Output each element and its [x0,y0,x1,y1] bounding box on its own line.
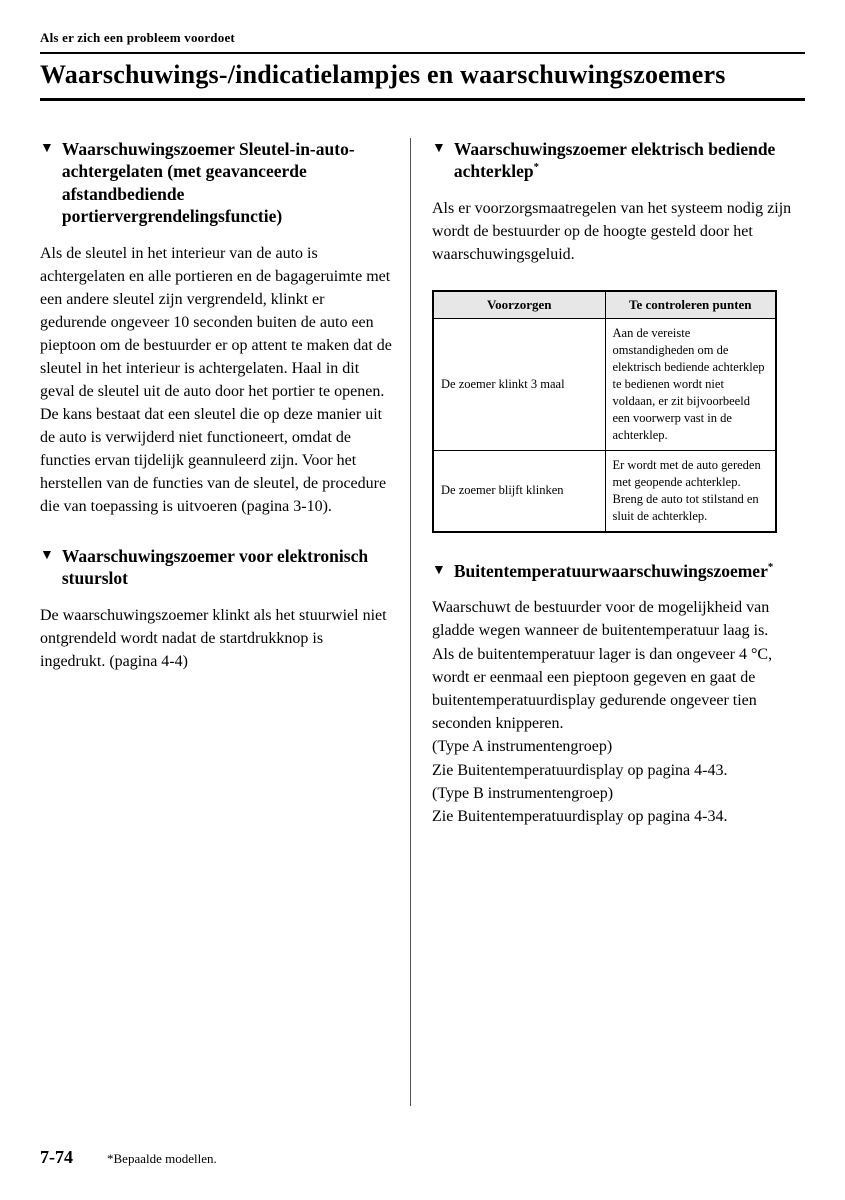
section-marker-icon: ▼ [432,562,446,578]
header-rule-thick [40,98,805,101]
breadcrumb: Als er zich een probleem voordoet [40,30,235,45]
section-heading-text: Waarschuwingszoemer Sleutel-in-auto-achtergelaten (met geavanceerde afstandbediende portiervergrendelingsfunctie) [61,139,355,227]
section-heading [432,138,794,183]
section-marker-icon: ▼ [432,141,446,156]
page-number: 7-74 [40,1147,73,1167]
precautions-table [432,290,777,533]
paragraph: Zie Buitentemperatuurdisplay op pagina 4-34. [432,807,728,825]
table-header-cell: Te controleren punten [605,291,776,319]
table-row [433,450,776,532]
paragraph: Als de buitentemperatuur lager is dan ongeveer 4 °C, wordt er eenmaal een pieptoon gegeven en gaat de buitentemperatuurdisplay gedurende ongeveer tien seconden knipperen. [432,645,773,733]
paragraph: Zie Buitentemperatuurdisplay op pagina 4-43. [432,761,728,779]
left-column [40,138,392,673]
table-header-cell: Voorzorgen [433,291,605,319]
paragraph: Waarschuwt de bestuurder voor de mogelijkheid van gladde wegen wanneer de buitentemperatuur laag is. [432,599,770,640]
heading-label: Waarschuwingszoemer elektrisch bediende achterklep [453,139,776,182]
paragraph: (Type A instrumentengroep) [432,738,613,756]
section-heading-text: Waarschuwingszoemer voor elektronisch stuurslot [61,545,369,589]
heading-label: Buitentemperatuurwaarschuwingszoemer [453,560,768,581]
section-heading-text [454,560,794,582]
section-heading [432,560,794,582]
table-header-row [433,291,776,319]
table-cell-check-point: Aan de vereiste omstandigheden om de elektrisch bediende achterklep te bedienen wordt niet voldaan, er zit bijvoorbeeld een voorwerp vast in de achterklep. [605,318,776,450]
page-title: Waarschuwings-/indicatielampjes en waarschuwingszoemers [40,59,726,89]
column-divider [410,138,411,1106]
footnote-asterisk: * [533,161,539,174]
section-steering-lock [40,545,392,673]
section-marker-icon: ▼ [40,141,54,156]
table-cell-check-point: Er wordt met de auto gereden met geopende achterklep. Breng de auto tot stilstand en sluit de achterklep. [605,450,776,532]
section-heading-text [454,138,794,183]
paragraph: (Type B instrumentengroep) [432,784,614,802]
footnote-asterisk: * [767,561,774,574]
table-cell-precaution: De zoemer blijft klinken [433,450,605,532]
footnote: *Bepaalde modellen. [107,1151,217,1166]
section-outside-temperature [432,560,794,828]
page-header [40,30,805,101]
section-marker-icon: ▼ [40,547,54,563]
section-heading [40,138,392,228]
paragraph: De waarschuwingszoemer klinkt als het stuurwiel niet ontgrendeld wordt nadat de startdrukknop is ingedrukt. (pagina 4-4) [40,606,387,670]
section-heading [40,545,392,590]
paragraph: Als er voorzorgsmaatregelen van het systeem nodig zijn wordt de bestuurder op de hoogte gesteld door het waarschuwingsgeluid. [432,199,792,263]
paragraph-group [432,596,794,828]
right-column [432,138,794,828]
paragraph: Als de sleutel in het interieur van de auto is achtergelaten en alle portieren en de bagageruimte met een andere sleutel zijn vergrendeld, klinkt er gedurende ongeveer 10 seconden buiten de auto een pieptoon om de bestuurder er op attent te maken dat de sleutel in het interieur is achtergelaten. Haal in dit geval de sleutel uit de auto door het portier te openen. De kans bestaat dat een sleutel die op deze manier uit de auto is verwijderd niet functioneert, omdat de functies ervan tijdelijk geannuleerd zijn. Voor het herstellen van de functies van de sleutel, de procedure die van toepassing is uitvoeren (pagina 3-10). [40,244,392,515]
page-footer [40,1147,217,1168]
table-row [433,318,776,450]
table-cell-precaution: De zoemer klinkt 3 maal [433,318,605,450]
section-power-liftgate [432,138,794,533]
section-key-left-in-car [40,138,392,518]
